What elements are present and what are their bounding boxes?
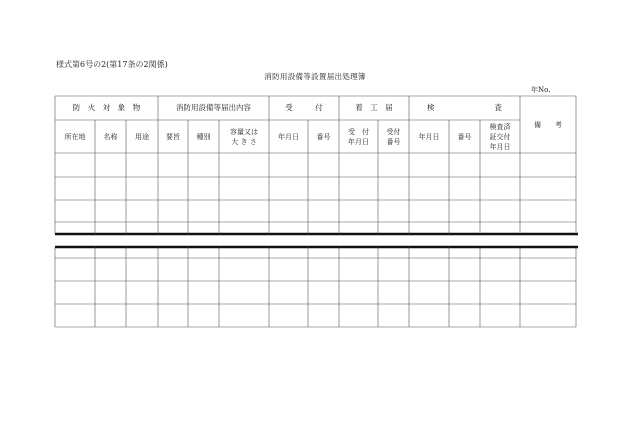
header-remarks: 備 考 <box>534 120 562 129</box>
header-notification: 消防用設備等届出内容 <box>176 102 251 112</box>
subheader-inspection-number: 番号 <box>457 132 472 141</box>
year-number-label: 年No. <box>531 86 551 94</box>
header-fire-object: 防 火 対 象 物 <box>72 102 141 112</box>
subheader-capacity: 容量又は 大 き さ <box>230 127 258 146</box>
subheader-summary: 要旨 <box>166 132 180 141</box>
header-inspection: 検 査 <box>427 102 502 112</box>
subheader-name: 名称 <box>103 132 118 141</box>
subheader-use: 用途 <box>135 132 149 141</box>
subheader-certificate-date: 検査済 証交付 年月日 <box>489 122 511 151</box>
subheader-location: 所在地 <box>64 132 86 141</box>
form-id: 様式第6号の2(第17条の2関係) <box>56 60 168 69</box>
subheader-inspection-date: 年月日 <box>418 132 440 141</box>
subheader-receipt-date: 年月日 <box>278 132 299 141</box>
header-start-work: 着 工 届 <box>355 102 393 112</box>
subheader-start-received-number: 受付 番号 <box>386 127 401 146</box>
subheader-type: 種別 <box>196 132 211 141</box>
subheader-start-received-date: 受 付 年月日 <box>348 127 369 146</box>
subheader-receipt-number: 番号 <box>316 132 331 141</box>
header-receipt: 受 付 <box>285 102 323 112</box>
page-title: 消防用設備等設置届出処理簿 <box>264 72 366 81</box>
